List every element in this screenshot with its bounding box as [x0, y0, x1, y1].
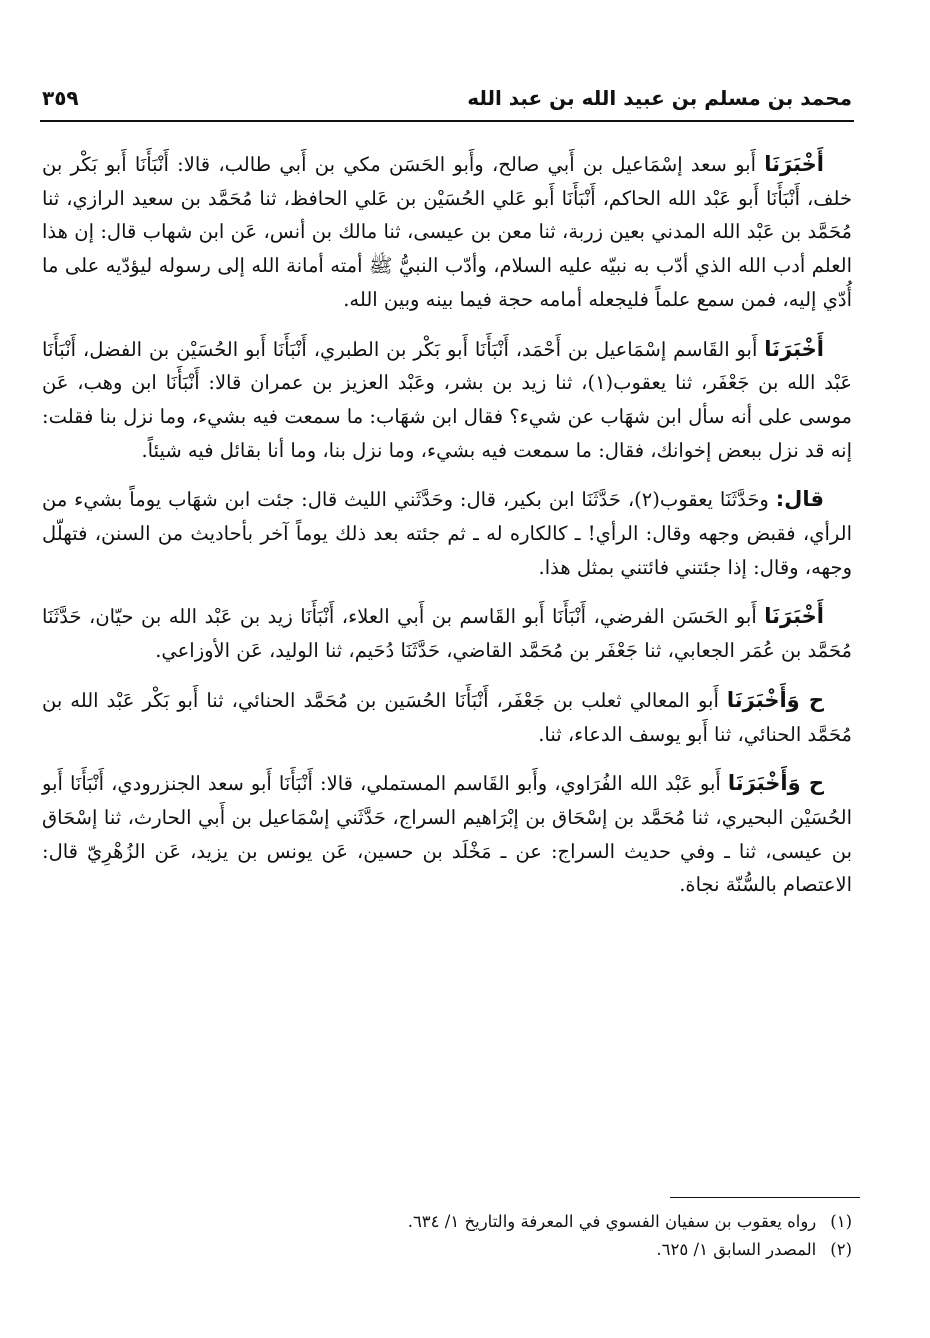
footnote-number: (٢) [830, 1240, 852, 1259]
paragraph-lead: ح وَأَخْبَرَنَا [726, 687, 824, 712]
running-header [42, 78, 852, 118]
paragraph [42, 148, 852, 317]
footnote [42, 1236, 852, 1264]
footnote-rule [670, 1197, 860, 1198]
footnote-text: رواه يعقوب بن سفيان الفسوي في المعرفة والتاريخ ١/ ٦٣٤. [407, 1212, 817, 1231]
page-number: ٣٥٩ [42, 86, 79, 110]
paragraph [42, 483, 852, 584]
running-title: محمد بن مسلم بن عبيد الله بن عبد الله [467, 86, 852, 110]
main-text [42, 148, 852, 918]
paragraph-text: وحَدَّثَنَا يعقوب(٢)، حَدَّثَنَا ابن بكير، قال: وحَدَّثَني الليث قال: جئت ابن شهَاب يوماً بشيء من الرأي، فقبض وجهه وقال: الرأي! ـ كالكاره له ـ ثم جئته بعد ذلك يوماً آخر بأحاديث من السنن، فتهلّل وجهه، وقال: إذا جئتني فائتني بمثل هذا. [42, 488, 852, 579]
footnotes [42, 1208, 852, 1264]
paragraph-text: أَبو الحَسَن الفرضي، أَنْبَأَنَا أَبو القَاسم بن أَبي العلاء، أَنْبَأَنَا زيد بن عَبْد الله بن حيّان، حَدَّثَنَا مُحَمَّد بن عُمَر الجعابي، ثنا جَعْفَر بن مُحَمَّد القاضي، حَدَّثَنَا دُحَيم، ثنا الوليد، عَن الأوزاعي. [42, 605, 852, 663]
paragraph [42, 684, 852, 751]
footnote [42, 1208, 852, 1236]
paragraph [42, 600, 852, 667]
paragraph-text: أَبو سعد إسْمَاعيل بن أَبي صالح، وأَبو الحَسَن مكي بن أَبي طالب، قالا: أَنْبَأَنَا أَبو بَكْر بن خلف، أَنْبَأَنَا أَبو عَبْد الله الحاكم، أَنْبَأَنَا أَبو عَلي الحُسَيْن بن عَلي الحافظ، ثنا مُحَمَّد بن سعيد الرازي، ثنا مُحَمَّد بن عَبْد الله المدني بعين زربة، ثنا معن بن عيسى، ثنا مالك بن أنس، عَن ابن شهاب قال: إن هذا العلم أدب الله الذي أدّب به نبيّه عليه السلام، وأدّب النبيُّ ﷺ أمته أمانة الله إلى رسوله ليؤدّيه على ما أُدّي إليه، فمن سمع علماً فليجعله أمامه حجة فيما بينه وبين الله. [42, 153, 852, 311]
footnote-number: (١) [830, 1212, 852, 1231]
paragraph-lead: ح وَأَخْبَرَنَا [727, 771, 824, 796]
paragraph-lead: أَخْبَرَنَا [764, 336, 824, 361]
paragraph-text: أَبو المعالي ثعلب بن جَعْفَر، أَنْبَأَنَا الحُسَين بن مُحَمَّد الحنائي، ثنا أَبو بَكْر عَبْد الله بن مُحَمَّد الحنائي، ثنا أَبو يوسف الدعاء، ثنا. [42, 688, 852, 746]
paragraph-lead: أَخْبَرَنَا [764, 604, 824, 629]
paragraph-text: أَبو القَاسم إسْمَاعيل بن أَحْمَد، أَنْبَأَنَا أَبو بَكْر بن الطبري، أَنْبَأَنَا أَبو الحُسَيْن بن الفضل، أَنْبَأَنَا عَبْد الله بن جَعْفَر، ثنا يعقوب(١)، ثنا زيد بن بشر، وعَبْد العزيز بن عمران قالا: أَنْبَأَنَا ابن وهب، عَن موسى على أنه سأل ابن شهَاب عن شيء؟ فقال ابن شهَاب: ما سمعت فيه بشيء، وما نزل بنا فقلت: إنه قد نزل ببعض إخوانك، فقال: ما سمعت فيه بشيء، وما نزل بنا، وما أنا بقائل فيه شيئاً. [42, 337, 852, 462]
paragraph-lead: قال: [775, 487, 824, 512]
paragraph-lead: أَخْبَرَنَا [764, 152, 824, 176]
paragraph [42, 767, 852, 902]
paragraph [42, 333, 852, 468]
footnote-text: المصدر السابق ١/ ٦٢٥. [656, 1240, 817, 1259]
paragraph-text: أَبو عَبْد الله الفُرَاوي، وأَبو القَاسم المستملي، قالا: أَنْبَأَنَا أَبو سعد الجنزرودي، أَنْبَأَنَا أَبو الحُسَيْن البحيري، ثنا مُحَمَّد بن إسْحَاق بن إبْرَاهيم السراج، حَدَّثَني إسْمَاعيل بن أَبي الحارث، ثنا إسْحَاق بن عيسى، ثنا ـ وفي حديث السراج: عن ـ مَخْلَد بن حسين، عَن يونس بن يزيد، عَن الزُهْرِيّ قال: الاعتصام بالسُّنّة نجاة. [42, 772, 852, 897]
header-rule [40, 120, 854, 122]
